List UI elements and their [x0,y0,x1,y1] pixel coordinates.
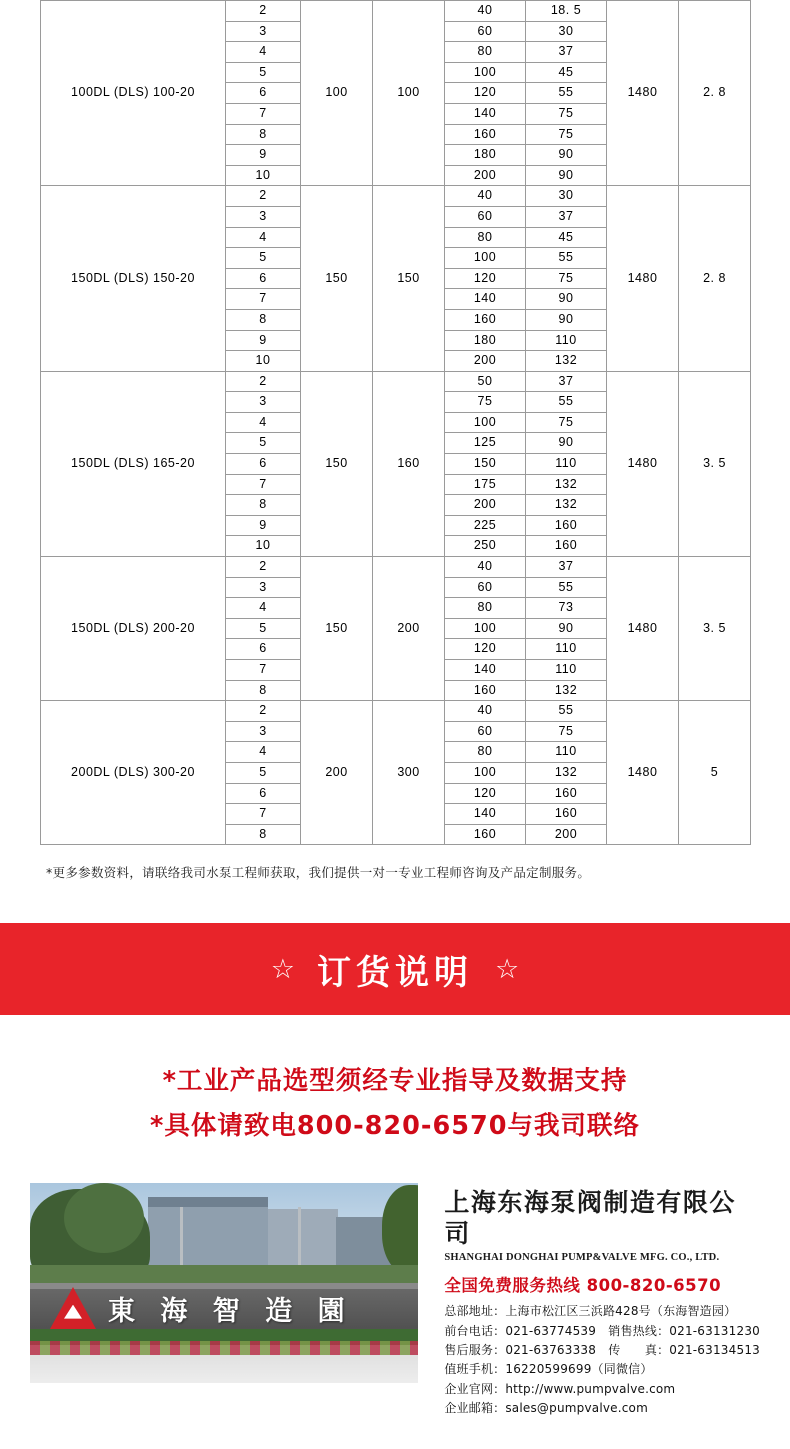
cell-rpm: 1480 [607,371,679,556]
cell-stage: 2 [226,701,301,722]
cell-stage: 6 [226,783,301,804]
cell-stage: 4 [226,412,301,433]
banner-title: 订货说明 [317,952,473,993]
cell-h: 73 [526,598,607,619]
contact-after-sales: 售后服务：021-63763338 传 真：021-63134513 [444,1342,760,1357]
cell-stage: 3 [226,392,301,413]
cell-h: 37 [526,371,607,392]
star-left-icon: ☆ [270,953,295,984]
cell-q: 120 [445,268,526,289]
cell-power: 3. 5 [679,371,751,556]
cell-stage: 9 [226,330,301,351]
cell-power: 2. 8 [679,186,751,371]
cell-model: 150DL (DLS) 200-20 [41,557,226,701]
cell-model: 150DL (DLS) 150-20 [41,186,226,371]
cell-h: 110 [526,639,607,660]
cell-h: 160 [526,783,607,804]
cell-h: 110 [526,660,607,681]
headline-2: *具体请致电800-820-6570与我司联络 [150,1110,640,1141]
cell-h: 110 [526,454,607,475]
cell-h: 55 [526,83,607,104]
cell-stage: 3 [226,721,301,742]
cell-q: 120 [445,783,526,804]
cell-stage: 7 [226,289,301,310]
order-instructions-banner [0,923,790,1015]
cell-stage: 3 [226,21,301,42]
cell-q: 80 [445,42,526,63]
cell-q: 225 [445,515,526,536]
contact-duty-mobile: 值班手机：16220599699（同微信） [444,1362,653,1377]
cell-h: 132 [526,680,607,701]
cell-power: 2. 8 [679,1,751,186]
table-row [41,1,751,22]
cell-h: 132 [526,762,607,783]
cell-power: 3. 5 [679,557,751,701]
cell-h: 110 [526,330,607,351]
cell-q: 180 [445,145,526,166]
cell-flow: 150 [301,371,373,556]
cell-stage: 4 [226,42,301,63]
cell-model: 100DL (DLS) 100-20 [41,1,226,186]
cell-h: 132 [526,351,607,372]
cell-h: 110 [526,742,607,763]
cell-stage: 10 [226,536,301,557]
cell-stage: 5 [226,762,301,783]
cell-q: 150 [445,454,526,475]
cell-stage: 2 [226,557,301,578]
cell-q: 80 [445,598,526,619]
cell-h: 200 [526,824,607,845]
cell-stage: 6 [226,268,301,289]
cell-stage: 5 [226,248,301,269]
cell-q: 200 [445,351,526,372]
cell-h: 75 [526,268,607,289]
cell-h: 90 [526,309,607,330]
cell-q: 60 [445,721,526,742]
contact-front-desk: 前台电话：021-63774539 销售热线：021-63131230 [444,1323,760,1338]
cell-h: 30 [526,186,607,207]
cell-h: 55 [526,248,607,269]
cell-power: 5 [679,701,751,845]
cell-stage: 5 [226,433,301,454]
headline-block [0,1015,790,1182]
cell-stage: 8 [226,495,301,516]
cell-stage: 6 [226,639,301,660]
photo-building-1 [148,1197,268,1271]
cell-flow: 150 [301,557,373,701]
cell-q: 40 [445,701,526,722]
cell-q: 40 [445,1,526,22]
cell-h: 37 [526,206,607,227]
cell-h: 160 [526,536,607,557]
cell-q: 140 [445,289,526,310]
cell-stage: 2 [226,1,301,22]
cell-q: 80 [445,227,526,248]
cell-q: 100 [445,62,526,83]
cell-rpm: 1480 [607,1,679,186]
star-right-icon: ☆ [495,953,520,984]
cell-q: 100 [445,618,526,639]
cell-stage: 3 [226,577,301,598]
photo-flowerbed [30,1341,418,1355]
cell-stage: 5 [226,62,301,83]
cell-h: 132 [526,474,607,495]
cell-stage: 7 [226,474,301,495]
cell-stage: 6 [226,83,301,104]
cell-h: 55 [526,701,607,722]
banner-content [271,945,519,994]
cell-h: 90 [526,289,607,310]
table-row [41,371,751,392]
cell-stage: 9 [226,515,301,536]
cell-q: 175 [445,474,526,495]
cell-stage: 4 [226,227,301,248]
cell-stage: 5 [226,618,301,639]
company-contact-lines [444,1302,760,1419]
cell-q: 125 [445,433,526,454]
cell-q: 75 [445,392,526,413]
cell-rpm: 1480 [607,701,679,845]
cell-q: 100 [445,762,526,783]
cell-flow: 100 [301,1,373,186]
cell-model: 200DL (DLS) 300-20 [41,701,226,845]
cell-head-unit: 160 [373,371,445,556]
cell-head-unit: 200 [373,557,445,701]
cell-stage: 8 [226,309,301,330]
cell-stage: 7 [226,660,301,681]
cell-stage: 9 [226,145,301,166]
cell-q: 60 [445,206,526,227]
cell-h: 75 [526,721,607,742]
cell-q: 160 [445,124,526,145]
photo-tree-left-2 [64,1183,144,1253]
cell-stage: 7 [226,103,301,124]
cell-stage: 6 [226,454,301,475]
company-name-cn: 上海东海泵阀制造有限公司 [444,1187,736,1248]
cell-stage: 8 [226,824,301,845]
cell-q: 160 [445,824,526,845]
cell-q: 180 [445,330,526,351]
cell-h: 75 [526,103,607,124]
cell-q: 200 [445,165,526,186]
cell-q: 120 [445,639,526,660]
contact-address: 总部地址：上海市松江区三浜路428号（东海智造园） [444,1304,737,1319]
cell-stage: 2 [226,371,301,392]
cell-q: 80 [445,742,526,763]
cell-h: 75 [526,412,607,433]
table-row [41,557,751,578]
contact-website: 企业官网：http://www.pumpvalve.com [444,1381,676,1396]
company-hotline: 全国免费服务热线 800-820-6570 [444,1276,722,1296]
cell-stage: 10 [226,165,301,186]
cell-h: 160 [526,515,607,536]
cell-q: 160 [445,680,526,701]
cell-rpm: 1480 [607,186,679,371]
cell-rpm: 1480 [607,557,679,701]
cell-q: 100 [445,248,526,269]
cell-h: 30 [526,21,607,42]
cell-q: 50 [445,371,526,392]
table-row [41,701,751,722]
cell-h: 160 [526,804,607,825]
cell-q: 40 [445,186,526,207]
cell-head-unit: 100 [373,1,445,186]
cell-h: 75 [526,124,607,145]
cell-q: 120 [445,83,526,104]
cell-q: 140 [445,660,526,681]
company-info [444,1183,760,1419]
spec-table-body [41,1,751,845]
headline-1: *工业产品选型须经专业指导及数据支持 [162,1066,628,1097]
cell-h: 90 [526,165,607,186]
cell-stage: 4 [226,742,301,763]
donghai-triangle-logo-icon [50,1287,96,1331]
cell-stage: 10 [226,351,301,372]
cell-q: 160 [445,309,526,330]
table-row [41,186,751,207]
cell-h: 90 [526,618,607,639]
cell-head-unit: 150 [373,186,445,371]
cell-q: 250 [445,536,526,557]
cell-flow: 150 [301,186,373,371]
photo-sign-text: 東 海 智 造 園 [108,1295,353,1327]
cell-q: 60 [445,21,526,42]
cell-h: 37 [526,557,607,578]
cell-h: 55 [526,392,607,413]
cell-stage: 8 [226,124,301,145]
cell-h: 45 [526,227,607,248]
contact-email: 企业邮箱：sales@pumpvalve.com [444,1401,648,1416]
company-footer [0,1183,790,1449]
pump-spec-table [40,0,751,845]
cell-q: 140 [445,103,526,124]
cell-q: 200 [445,495,526,516]
cell-h: 90 [526,145,607,166]
cell-q: 40 [445,557,526,578]
cell-h: 45 [526,62,607,83]
cell-q: 140 [445,804,526,825]
cell-stage: 4 [226,598,301,619]
cell-model: 150DL (DLS) 165-20 [41,371,226,556]
cell-q: 60 [445,577,526,598]
cell-h: 18. 5 [526,1,607,22]
cell-h: 132 [526,495,607,516]
cell-q: 100 [445,412,526,433]
cell-stage: 2 [226,186,301,207]
photo-building-2 [268,1209,338,1271]
photo-building-1-top [148,1197,268,1207]
cell-h: 37 [526,42,607,63]
cell-h: 55 [526,577,607,598]
cell-stage: 3 [226,206,301,227]
company-name-en: SHANGHAI DONGHAI PUMP&VALVE MFG. CO., LTD. [444,1252,720,1264]
table-footnote: *更多参数资料，请联络我司水泵工程师获取，我们提供一对一专业工程师咨询及产品定制服务。 [46,865,591,881]
cell-head-unit: 300 [373,701,445,845]
cell-stage: 8 [226,680,301,701]
cell-stage: 7 [226,804,301,825]
cell-flow: 200 [301,701,373,845]
cell-h: 90 [526,433,607,454]
factory-photo [30,1183,418,1383]
